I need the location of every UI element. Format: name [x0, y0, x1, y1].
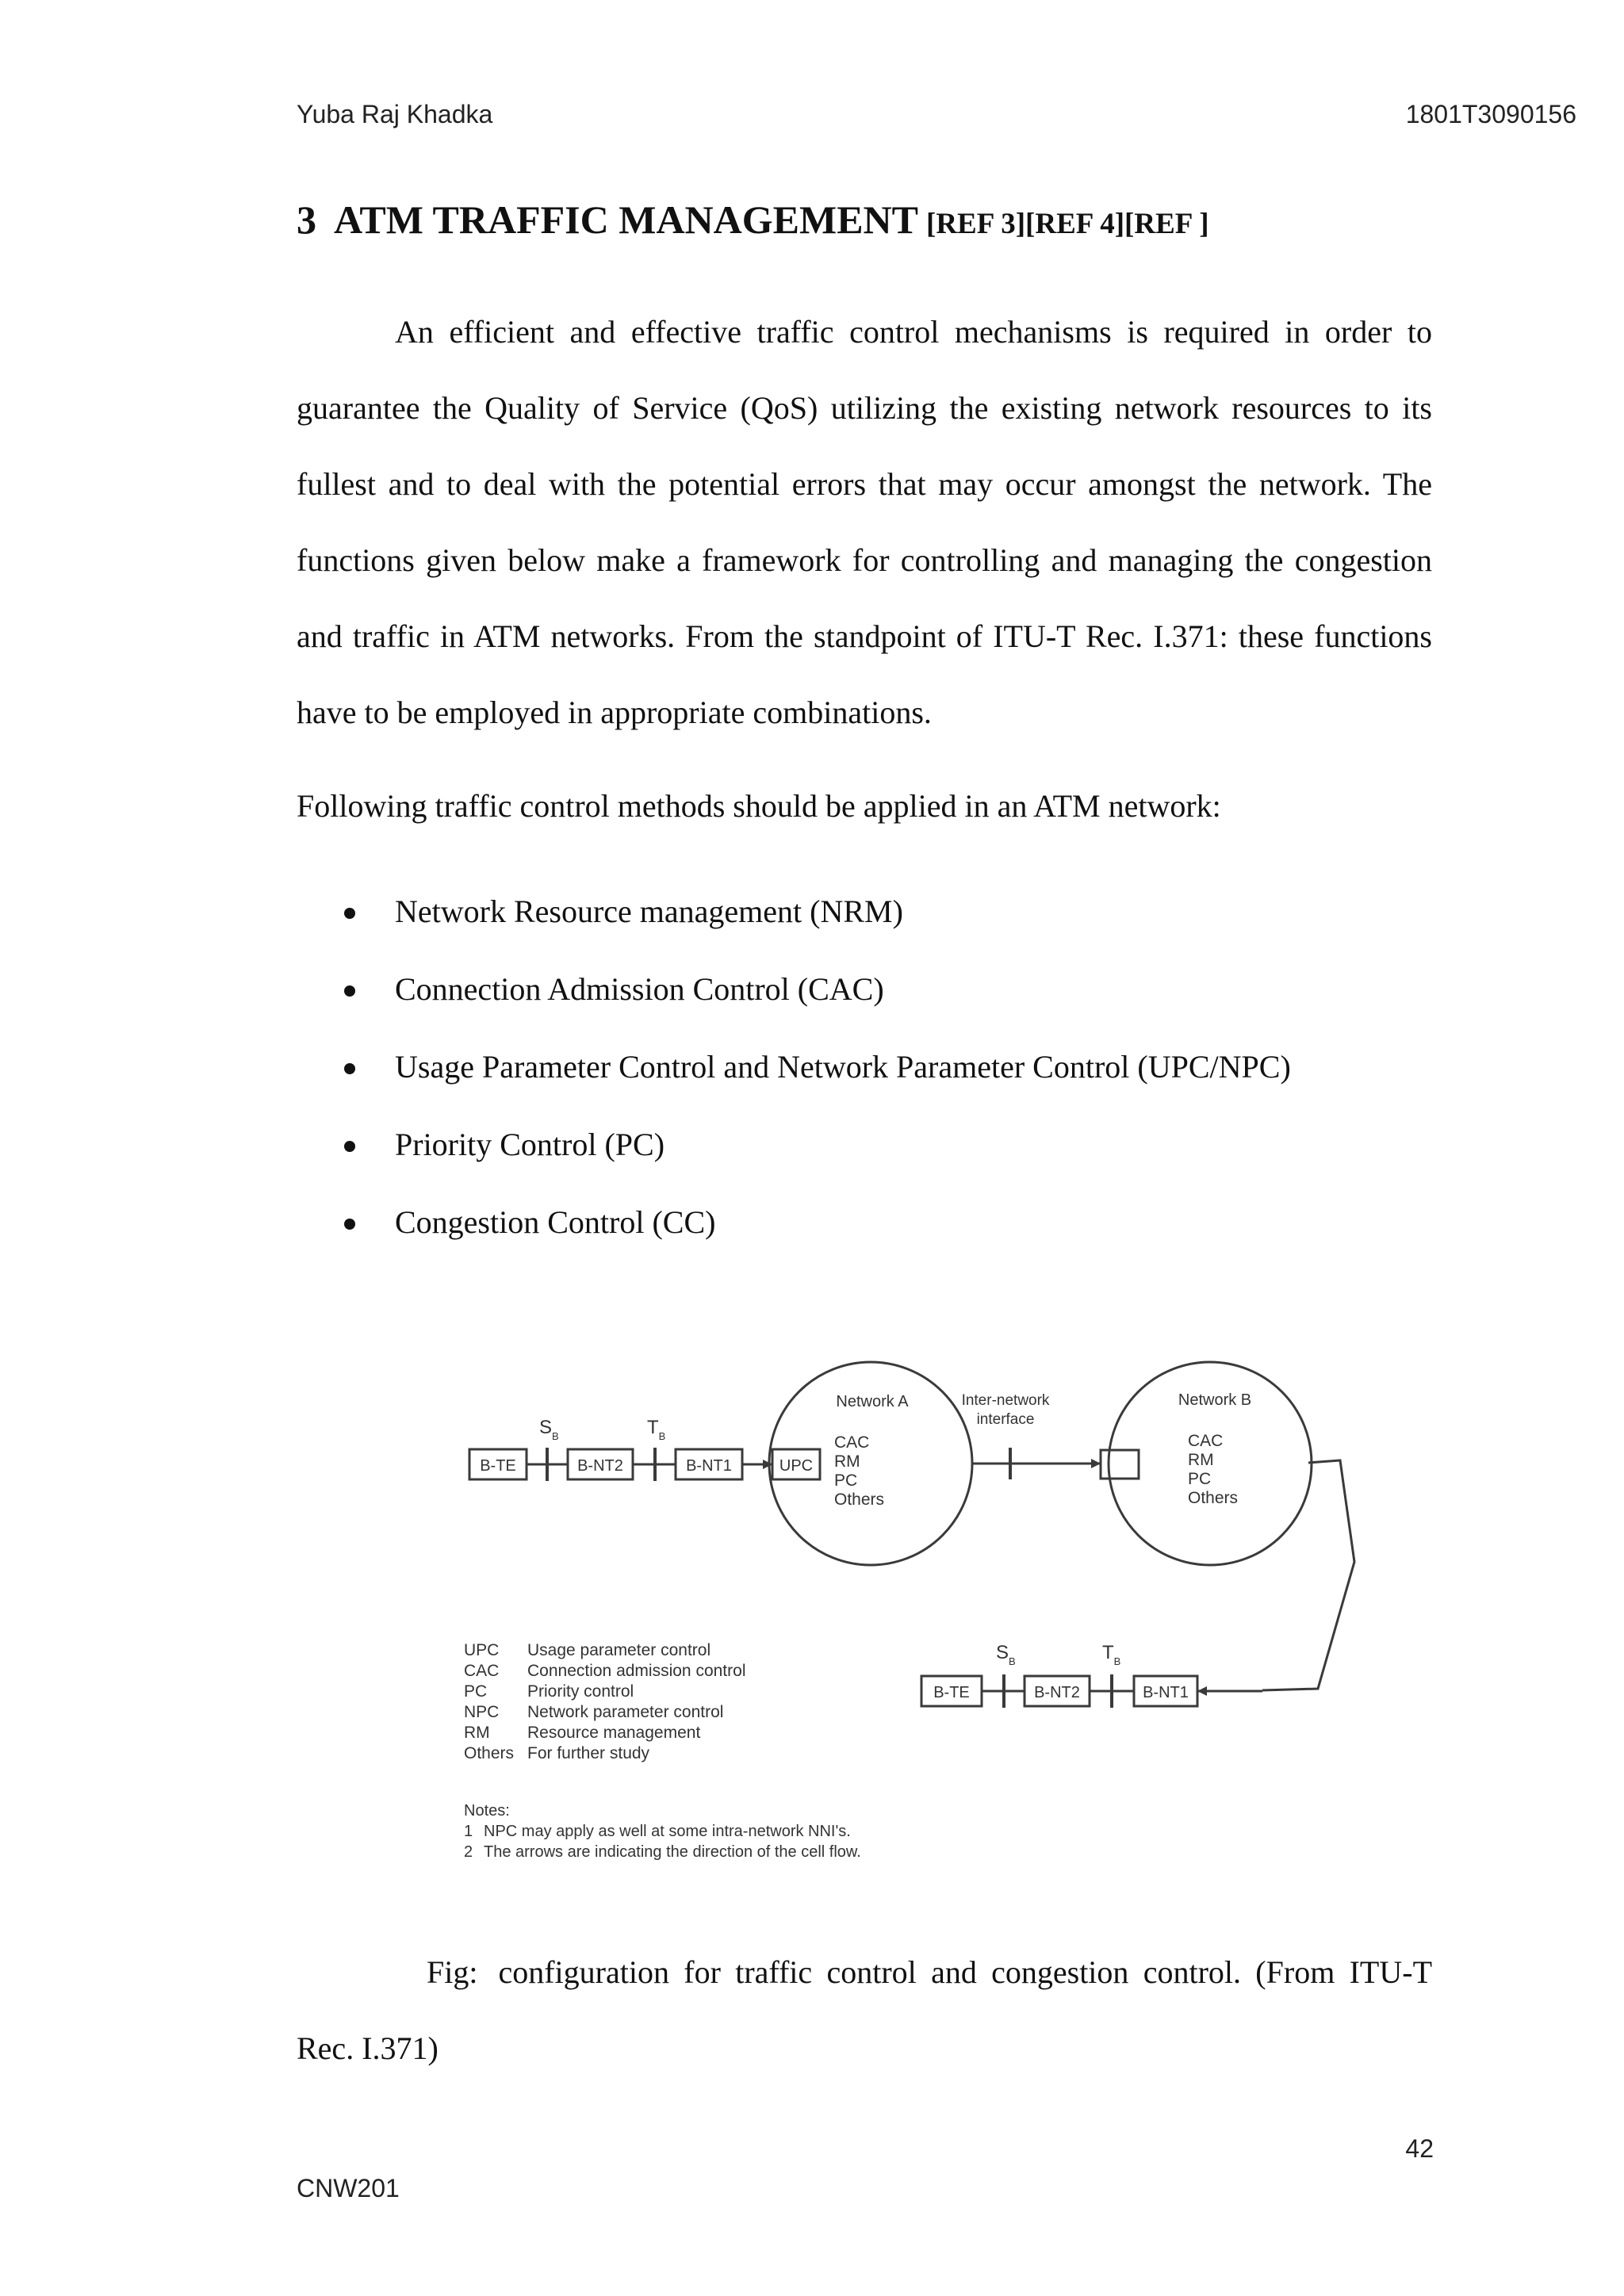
arrow-icon: [1091, 1459, 1101, 1468]
network-b-function: Others: [1188, 1489, 1239, 1507]
connector-line: [1262, 1460, 1354, 1690]
network-b-function: CAC: [1188, 1432, 1224, 1450]
bte-label-top: B-TE: [480, 1457, 516, 1475]
network-b-function: RM: [1188, 1451, 1214, 1469]
upc-label: UPC: [779, 1457, 814, 1475]
inter-network-label-1: Inter-network: [961, 1392, 1050, 1409]
list-item: Congestion Control (CC): [297, 1199, 1291, 1276]
caption-line-2: Rec. I.371): [297, 2030, 439, 2066]
figure-legend: [464, 1641, 745, 1762]
tb-label-bottom: $T_B$: [1102, 1642, 1121, 1667]
legend-abbr: UPC: [464, 1641, 500, 1659]
bnt2-label-top: B-NT2: [577, 1457, 623, 1475]
network-a-function: RM: [834, 1452, 860, 1471]
header-author: Yuba Raj Khadka: [297, 100, 493, 128]
legend-desc: Usage parameter control: [527, 1641, 711, 1659]
legend-abbr: Others: [464, 1744, 515, 1762]
page-number: 42: [1405, 2134, 1434, 2163]
body-paragraph: An efficient and effective traffic control mechanisms is required in order to guarantee the Quality of Service (QoS) utilizing the existing network resources to its fullest and to deal with the potential errors that may occur amongst the network. The functions given below make a framework for controlling and managing the congestion and traffic in ATM networks. From the standpoint of ITU-T Rec. I.371: these functions have to be employed in appropriate combinations.: [297, 314, 1432, 730]
bullet-icon: [344, 1219, 355, 1230]
bnt1-label-bottom: B-NT1: [1143, 1684, 1189, 1701]
legend-desc: Network parameter control: [527, 1703, 724, 1721]
footer-course-code: CNW201: [297, 2174, 400, 2202]
note-text: The arrows are indicating the direction of the cell flow.: [484, 1843, 861, 1861]
caption-line-1: configuration for traffic control and congestion control. (From ITU-T: [498, 1954, 1432, 1990]
network-a-function: PC: [834, 1471, 858, 1490]
note-text: NPC may apply as well at some intra-network NNI's.: [484, 1823, 851, 1840]
note-number: 1: [464, 1823, 473, 1840]
section-heading: [297, 197, 1209, 243]
header-student-id: 1801T3090156: [1405, 100, 1576, 128]
figure-caption: [297, 1934, 1432, 2087]
npc-box: [1101, 1450, 1139, 1479]
section-references: [REF 3][REF 4][REF ]: [926, 208, 1209, 240]
figure-diagram: [452, 1340, 1396, 1887]
section-number: 3: [297, 197, 316, 242]
arrow-icon: [763, 1460, 772, 1469]
tb-label-top: $T_B$: [647, 1417, 666, 1442]
bnt2-label-bottom: B-NT2: [1034, 1684, 1080, 1701]
network-a-function: CAC: [834, 1433, 870, 1452]
legend-desc: Priority control: [527, 1682, 634, 1701]
legend-desc: Resource management: [527, 1724, 701, 1742]
figure-notes: [464, 1802, 861, 1861]
network-a-function: Others: [834, 1490, 885, 1509]
list-item: Connection Admission Control (CAC): [297, 966, 1291, 1043]
sb-label-top: $S_B$: [539, 1417, 559, 1442]
network-b-label: Network B: [1178, 1391, 1252, 1409]
legend-abbr: RM: [464, 1724, 490, 1742]
bullet-icon: [344, 908, 355, 919]
network-b-function: PC: [1188, 1470, 1212, 1488]
legend-desc: For further study: [527, 1744, 650, 1762]
list-item: Usage Parameter Control and Network Parameter Control (UPC/NPC): [297, 1043, 1291, 1121]
inter-network-label-2: interface: [976, 1411, 1035, 1428]
notes-title: Notes:: [464, 1802, 510, 1820]
legend-abbr: NPC: [464, 1703, 500, 1721]
legend-desc: Connection admission control: [527, 1662, 746, 1680]
legend-abbr: PC: [464, 1682, 488, 1701]
note-number: 2: [464, 1843, 473, 1861]
network-a-label: Network A: [836, 1393, 909, 1410]
sb-label-bottom: $S_B$: [996, 1642, 1016, 1667]
traffic-control-methods-list: [297, 888, 1291, 1276]
bnt1-label-top: B-NT1: [686, 1457, 732, 1475]
bullet-icon: [344, 985, 355, 997]
bullet-icon: [344, 1063, 355, 1074]
intro-sentence: Following traffic control methods should be applied in an ATM network:: [297, 788, 1221, 824]
bullet-icon: [344, 1141, 355, 1152]
list-item: Priority Control (PC): [297, 1121, 1291, 1199]
traffic-control-figure: [452, 1340, 1396, 1887]
arrow-icon: [1197, 1686, 1207, 1696]
bte-label-bottom: B-TE: [933, 1684, 970, 1701]
list-item: Network Resource management (NRM): [297, 888, 1291, 966]
legend-abbr: CAC: [464, 1662, 500, 1680]
caption-label: Fig:: [427, 1954, 478, 1990]
section-title: ATM TRAFFIC MANAGEMENT: [334, 197, 919, 242]
